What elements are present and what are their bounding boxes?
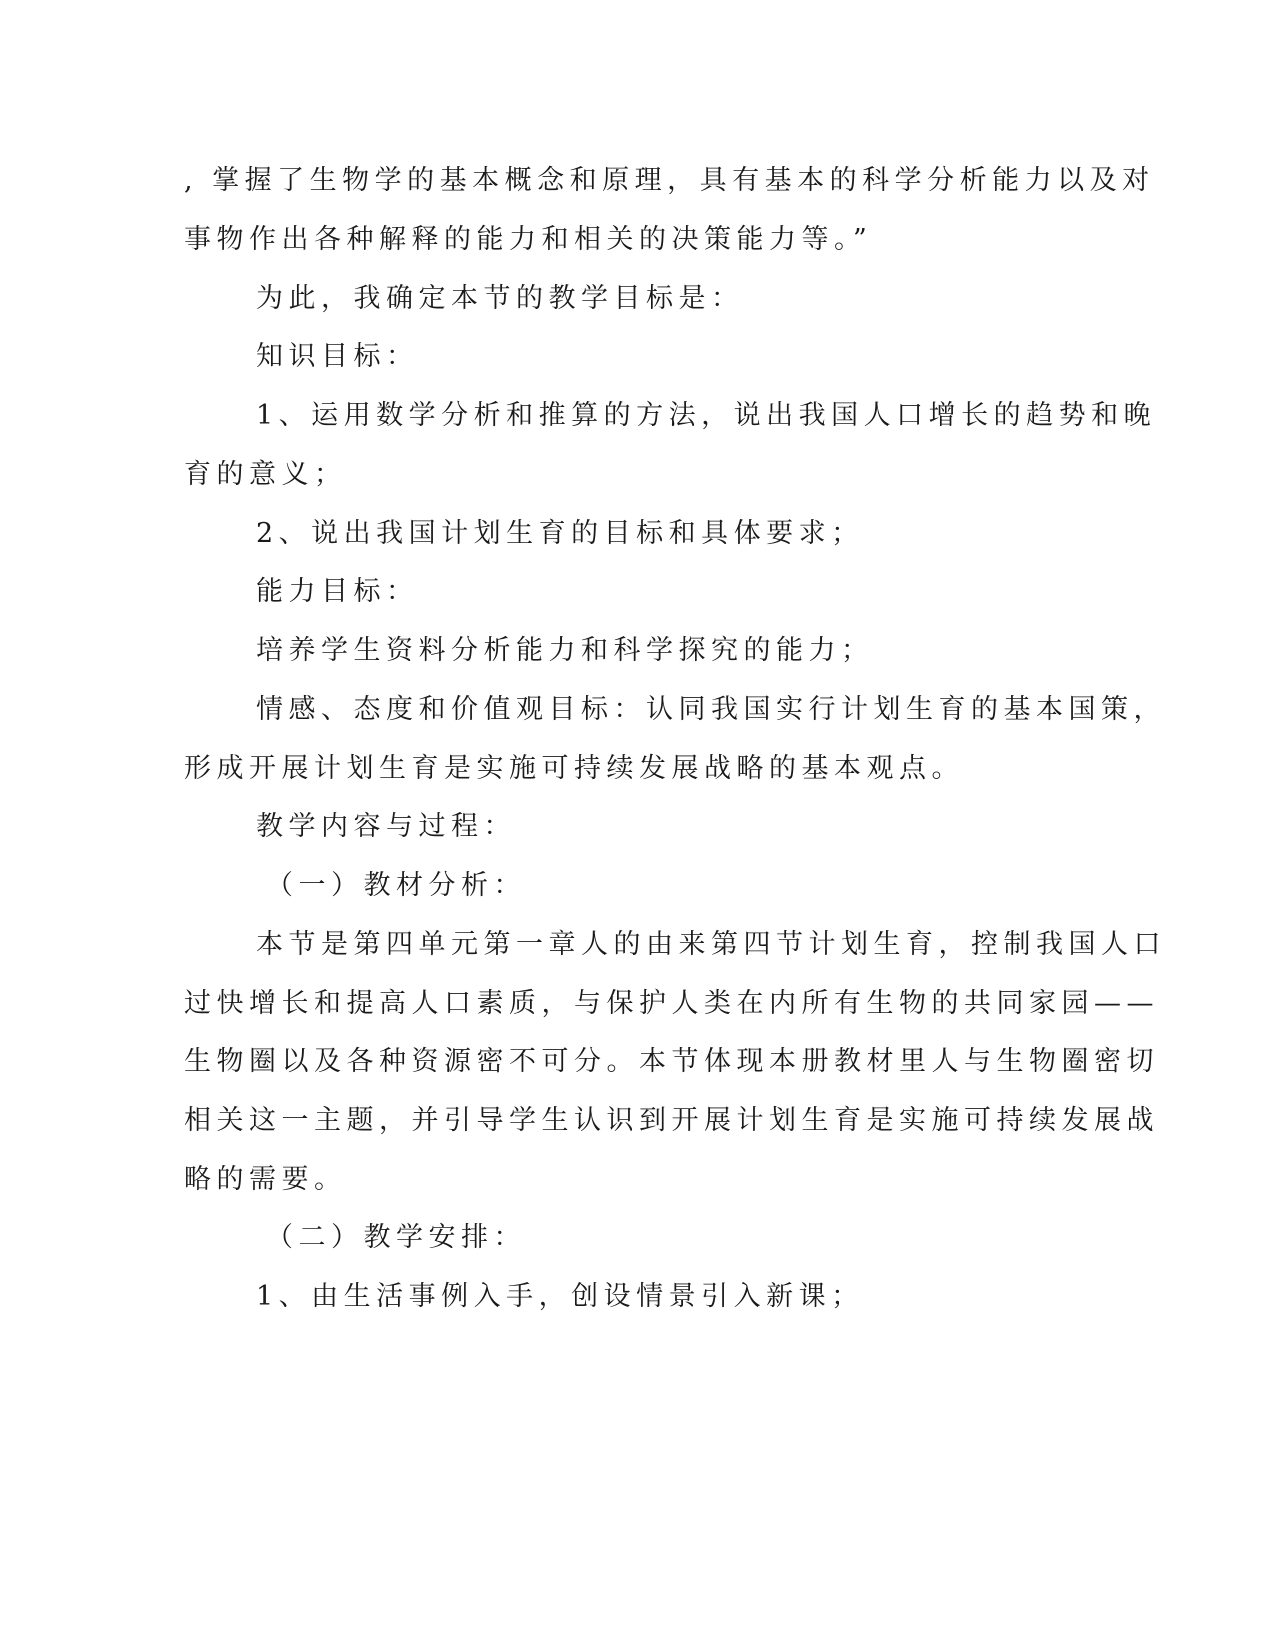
- paragraph-line: 情感、态度和价值观目标：认同我国实行计划生育的基本国策，: [256, 694, 1166, 725]
- paragraph-line: 相关这一主题，并引导学生认识到开展计划生育是实施可持续发展战: [184, 1105, 1159, 1136]
- list-item-continuation: 育的意义；: [184, 459, 347, 490]
- paragraph-line: 略的需要。: [184, 1164, 347, 1195]
- list-item: 1、运用数学分析和推算的方法，说出我国人口增长的趋势和晚: [256, 400, 1157, 431]
- list-item: 1、由生活事例入手，创设情景引入新课；: [256, 1281, 864, 1312]
- subsection-heading: （一）教材分析：: [266, 870, 526, 901]
- paragraph-line: 生物圈以及各种资源密不可分。本节体现本册教材里人与生物圈密切: [184, 1046, 1159, 1077]
- section-heading: 能力目标：: [256, 576, 419, 607]
- section-heading: 知识目标：: [256, 341, 419, 372]
- paragraph-line: 为此，我确定本节的教学目标是：: [256, 283, 744, 314]
- paragraph-line: 过快增长和提高人口素质，与保护人类在内所有生物的共同家园——: [184, 988, 1159, 1019]
- paragraph-line: 事物作出各种解释的能力和相关的决策能力等。”: [184, 224, 873, 255]
- list-item: 2、说出我国计划生育的目标和具体要求；: [256, 518, 864, 549]
- paragraph-line: 形成开展计划生育是实施可持续发展战略的基本观点。: [184, 753, 964, 784]
- paragraph-line: , 掌握了生物学的基本概念和原理，具有基本的科学分析能力以及对: [184, 165, 1155, 196]
- paragraph-line: 本节是第四单元第一章人的由来第四节计划生育，控制我国人口: [256, 929, 1166, 960]
- paragraph-line: 培养学生资料分析能力和科学探究的能力；: [256, 635, 874, 666]
- section-heading: 教学内容与过程：: [256, 811, 516, 842]
- subsection-heading: （二）教学安排：: [266, 1222, 526, 1253]
